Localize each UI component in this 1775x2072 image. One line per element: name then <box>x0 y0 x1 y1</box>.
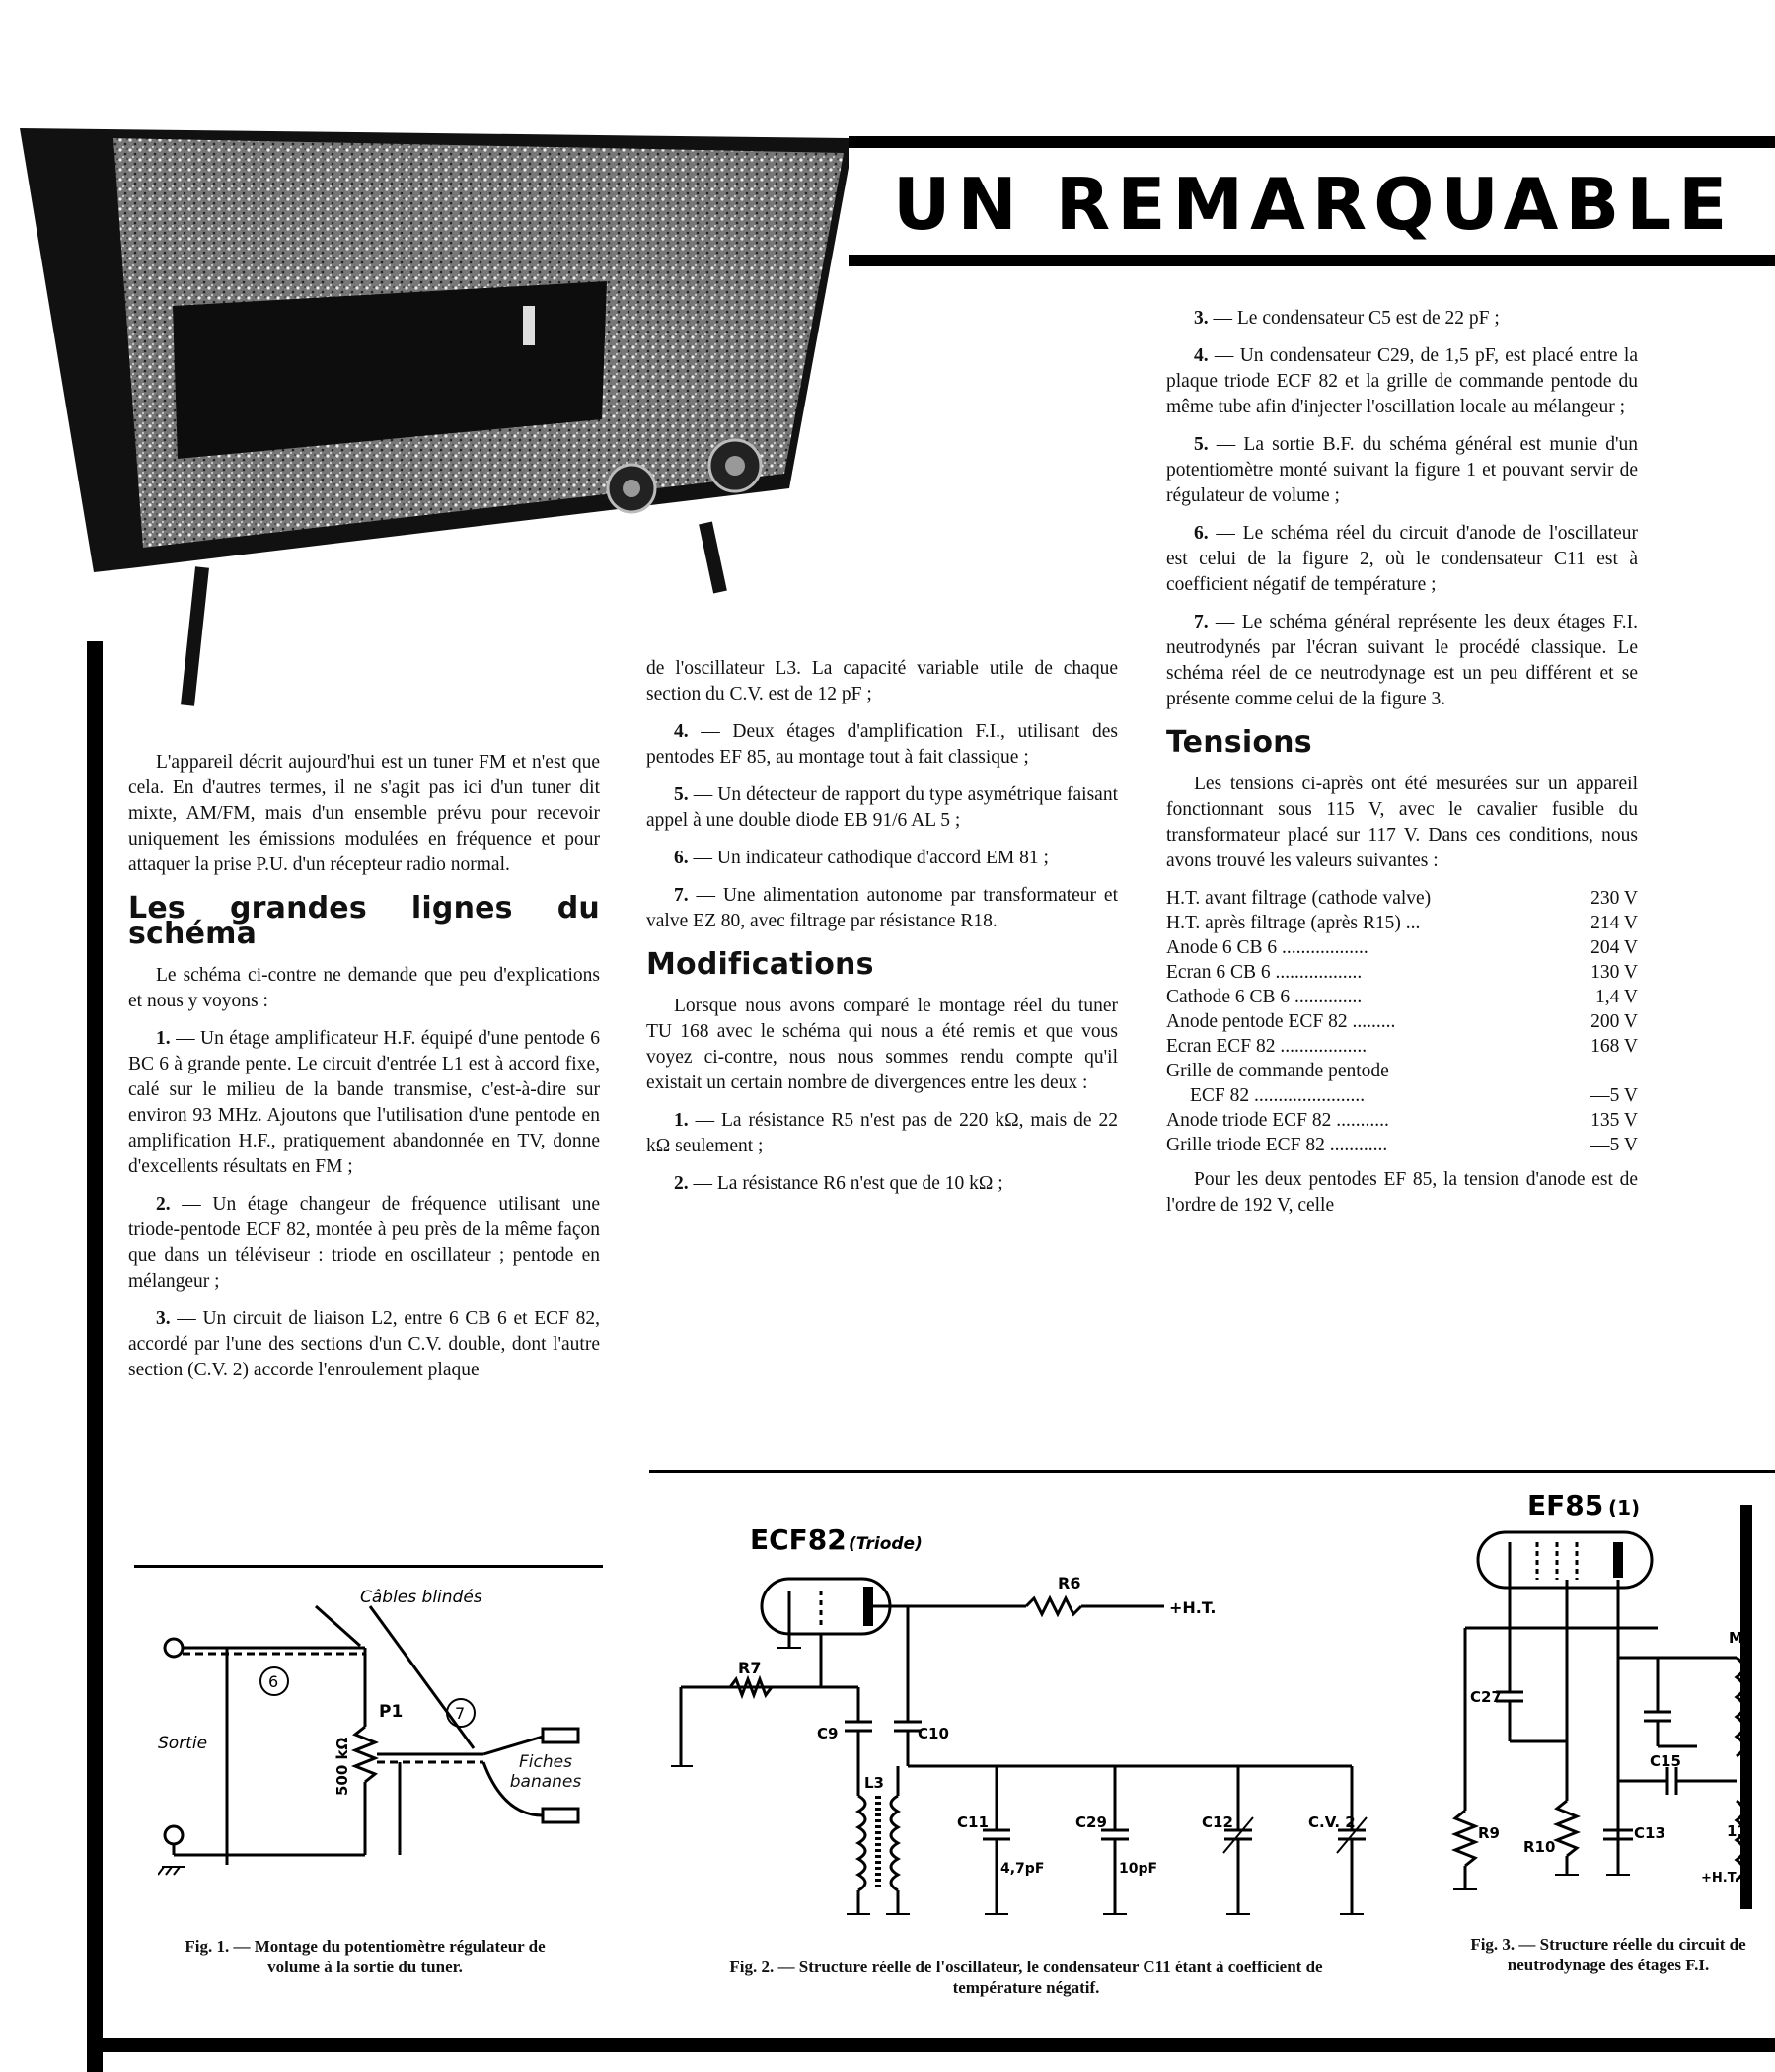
rule-fig2 <box>649 1470 1775 1473</box>
label-c11-value: 4,7pF <box>1000 1861 1045 1877</box>
list-item: 5. — La sortie B.F. du schéma général est munie d'un potentiomètre monté suivant la figure 1 et pouvant servir de régulateur de volume ; <box>1166 434 1639 506</box>
label-l3: L3 <box>864 1774 884 1792</box>
label-resistance: 500 kΩ <box>333 1737 351 1796</box>
leg-left <box>187 567 202 705</box>
label-c13: C13 <box>1634 1824 1665 1842</box>
label-ht: +H.T. <box>1701 1871 1739 1886</box>
list-item: 3. — Le condensateur C5 est de 22 pF ; <box>1194 308 1500 329</box>
label-r10: R10 <box>1523 1838 1556 1856</box>
label-cv2: C.V. 2 <box>1308 1813 1356 1831</box>
column-1 <box>128 750 600 1395</box>
marker-7: 7 <box>455 1704 466 1723</box>
rule-fig1 <box>134 1565 603 1568</box>
list-item: 6. — Un indicateur cathodique d'accord EM 81 ; <box>674 848 1049 868</box>
list-item: 2. — Un étage changeur de fréquence utilisant une triode-pentode ECF 82, montée à peu près de la même façon que dans un téléviseur : triode en oscillateur ; pentode en mélangeur ; <box>128 1194 600 1292</box>
label-c15: C15 <box>1650 1752 1681 1770</box>
list-item: 2. — La résistance R6 n'est que de 10 kΩ ; <box>674 1173 1003 1194</box>
column-3 <box>1166 306 1638 1230</box>
list-item: 1. — La résistance R5 n'est pas de 220 kΩ, mais de 22 kΩ seulement ; <box>646 1110 1118 1156</box>
list-item: 4. — Deux étages d'amplification F.I., utilisant des pentodes EF 85, au montage tout à fait classique ; <box>646 721 1118 768</box>
label-cables: Câbles blindés <box>360 1588 482 1607</box>
schema-intro: Le schéma ci-contre ne demande que peu d'explications et nous y voyons : <box>128 965 600 1011</box>
label-fiches: Fiches bananes <box>509 1752 582 1792</box>
label-c12: C12 <box>1202 1813 1233 1831</box>
label-r7: R7 <box>738 1659 762 1677</box>
label-ef85: EF85 <box>1527 1489 1604 1521</box>
table-row: Cathode 6 CB 6 .............. 1,4 V <box>1166 987 1638 1007</box>
figure-2-caption: Fig. 2. — Structure réelle de l'oscillateur, le condensateur C11 étant à coefficient de température négatif. <box>729 1958 1323 1997</box>
table-row: Anode pentode ECF 82 ......... 200 V <box>1166 1011 1638 1032</box>
list-item: 3. — Un circuit de liaison L2, entre 6 CB 6 et ECF 82, accordé par l'une des sections d'un C.V. double, dont l'autre section (C.V. 2) accorde l'enroulement plaque <box>128 1308 601 1380</box>
tensions-table <box>1166 886 1638 1157</box>
bottom-rule <box>87 2038 1775 2052</box>
label-c10: C10 <box>918 1725 949 1742</box>
continued-paragraph: de l'oscillateur L3. La capacité variable utile de chaque section du C.V. est de 12 pF ; <box>646 658 1118 704</box>
section-heading-modifications: Modifications <box>646 947 874 982</box>
label-m2: M2 <box>1729 1629 1754 1647</box>
label-sortie: Sortie <box>158 1734 208 1753</box>
list-item: 7. — Une alimentation autonome par transformateur et valve EZ 80, avec filtrage par résistance R18. <box>646 885 1119 931</box>
left-rule <box>87 641 103 2072</box>
label-note: (1) <box>1608 1496 1641 1519</box>
table-row: Ecran 6 CB 6 .................. 130 V <box>1166 962 1638 983</box>
label-ht: +H.T. <box>1169 1598 1217 1617</box>
closing-paragraph: Pour les deux pentodes EF 85, la tension d'anode est de l'ordre de 192 V, celle <box>1166 1169 1638 1216</box>
figure-1-schematic <box>158 1579 631 1914</box>
list-item: 7. — Le schéma général représente les deux étages F.I. neutrodynés par l'écran suivant le procédé classique. Le schéma réel de ce neutrodynage est un peu différent et se présente comme celui de la figure 3. <box>1166 612 1638 709</box>
section-heading-schema: Les grandes lignes du schéma <box>128 891 600 951</box>
table-row: Anode 6 CB 6 .................. 204 V <box>1166 937 1638 958</box>
table-row: H.T. après filtrage (après R15) ... 214 V <box>1166 913 1638 933</box>
figure-3-caption: Fig. 3. — Structure réelle du circuit de neutrodynage des étages F.I. <box>1470 1935 1746 1974</box>
label-c29: C29 <box>1075 1813 1107 1831</box>
label-c29-value: 10pF <box>1119 1861 1158 1877</box>
table-row: ECF 82 ....................... —5 V <box>1190 1085 1638 1106</box>
label-r6: R6 <box>1058 1574 1081 1592</box>
intro-paragraph: L'appareil décrit aujourd'hui est un tuner FM et n'est que cela. En d'autres termes, il ne s'agit pas ici d'un tuner dit mixte, AM/FM, mais d'un ensemble prévu pour recevoir uniquement les émissions modulées en fréquence et pour attaquer la prise P.U. d'un récepteur radio normal. <box>128 752 600 875</box>
list-item: 1. — Un étage amplificateur H.F. équipé d'une pentode 6 BC 6 à grande pente. Le circuit d'entrée L1 est à accord fixe, calé sur le milieu de la bande transmise, c'est-à-dire sur environ 93 MHz. Ajoutons que l'utilisation d'une pentode en amplification H.F., pratiquement abandonnée en TV, donne d'excellents résultats en FM ; <box>128 1028 601 1177</box>
table-row: H.T. avant filtrage (cathode valve) 230 V <box>1166 888 1638 909</box>
leg-right <box>705 523 720 592</box>
column-2 <box>646 656 1118 1209</box>
table-row: Grille de commande pentode <box>1166 1061 1389 1081</box>
label-c9: C9 <box>817 1725 839 1742</box>
section-heading-tensions: Tensions <box>1166 725 1312 760</box>
list-item: 5. — Un détecteur de rapport du type asymétrique faisant appel à une double diode EB 91/6 AL 5 ; <box>646 784 1118 831</box>
label-c27: C27 <box>1470 1688 1502 1706</box>
table-row: Grille triode ECF 82 ............ —5 V <box>1166 1135 1638 1155</box>
table-row: Anode triode ECF 82 ........... 135 V <box>1166 1110 1638 1131</box>
tensions-intro: Les tensions ci-après ont été mesurées sur un appareil fonctionnant sous 115 V, avec le cavalier fusible du transformateur placé sur 117 V. Dans ces conditions, nous avons trouvé les valeurs suivantes : <box>1166 774 1638 871</box>
figure-3-schematic <box>1450 1485 1766 1934</box>
list-item: 6. — Le schéma réel du circuit d'anode de l'oscillateur est celui de la figure 2, où le condensateur C11 est à coefficient négatif de température ; <box>1166 523 1639 595</box>
list-item: 4. — Un condensateur C29, de 1,5 pF, est placé entre la plaque triode ECF 82 et la grille de commande pentode du même tube afin d'injecter l'oscillation locale au mélangeur ; <box>1166 345 1638 417</box>
label-c11: C11 <box>957 1813 989 1831</box>
label-11: 11 <box>1727 1822 1747 1840</box>
radio-photo <box>0 109 849 710</box>
dial-pointer <box>523 306 535 345</box>
label-ecf82: ECF82 <box>750 1523 847 1556</box>
figure-1-caption: Fig. 1. — Montage du potentiomètre régulateur de volume à la sortie du tuner. <box>185 1937 546 1976</box>
label-p1: P1 <box>379 1702 404 1722</box>
modifications-intro: Lorsque nous avons comparé le montage réel du tuner TU 168 avec le schéma qui nous a été remis et que vous voyez ci-contre, nous nous sommes rendu compte qu'il existait un certain nombre de divergences entre les deux : <box>646 996 1118 1093</box>
figure-2-schematic <box>671 1510 1401 1944</box>
label-triode: (Triode) <box>849 1534 923 1554</box>
label-r9: R9 <box>1478 1824 1500 1842</box>
table-row: Ecran ECF 82 .................. 168 V <box>1166 1036 1638 1057</box>
marker-6: 6 <box>268 1672 279 1691</box>
page-title: UN REMARQUABLE <box>893 163 1735 246</box>
